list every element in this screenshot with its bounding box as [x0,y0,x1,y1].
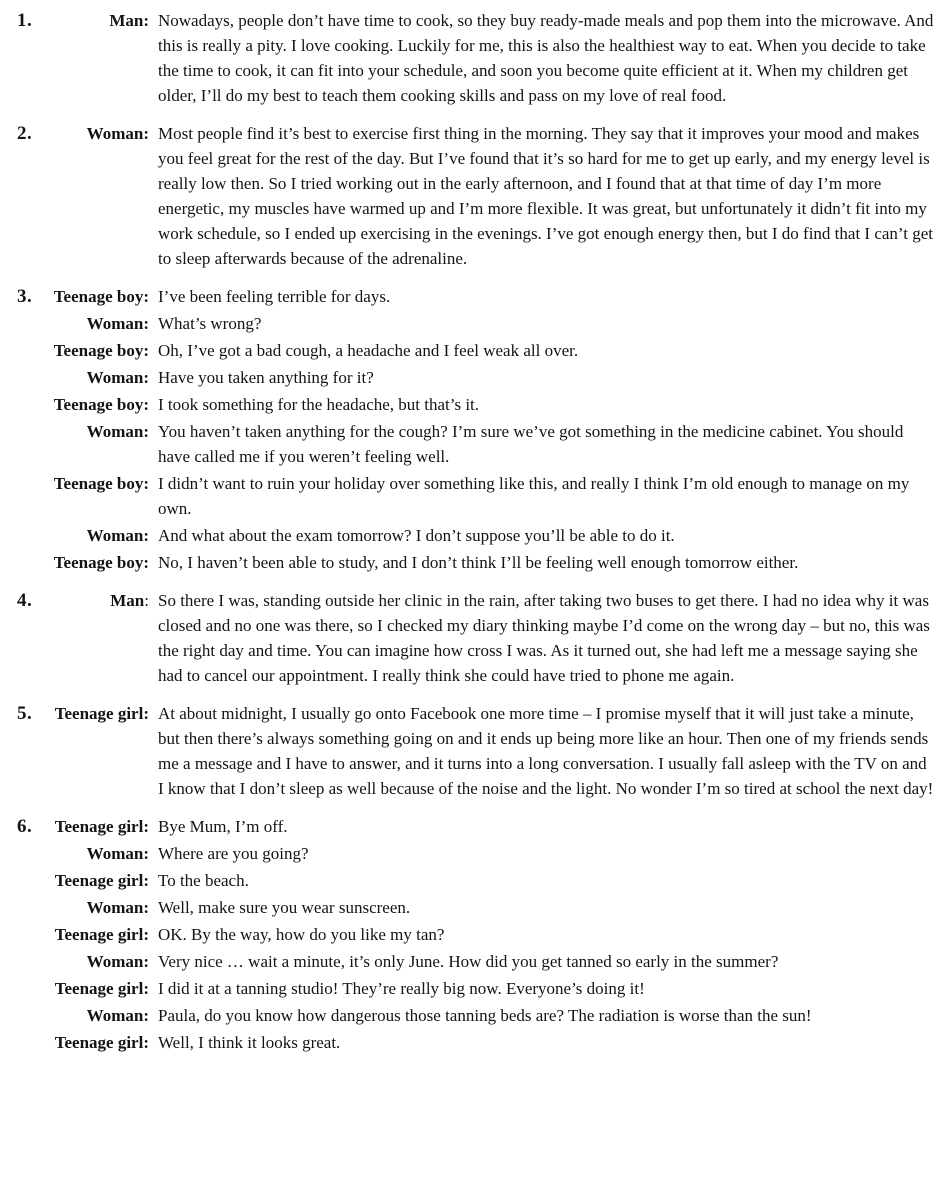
speaker-label [55,814,149,839]
speaker-colon: : [143,898,149,917]
speaker-cell [17,550,149,575]
speaker-name: Man [110,591,145,610]
speaker-label [54,284,149,309]
speaker-label [87,949,149,974]
dialogue-text: Most people find it’s best to exercise first thing in the morning. They say that it improves your mood and makes you feel great for the rest of the day. But I’ve found that it’s so hard for me to get up early, and my energy level is really low then. So I tried working out in the early afternoon, and I found that at that time of day I’m more energetic, my muscles have warmed up and I’m more flexible. It was great, but unfortunately it didn’t fit into my work schedule, so I ended up exercising in the evenings. I’ve got enough energy then, but I do find that I can’t get to sleep afterwards because of the adrenaline. [158,124,934,268]
speaker-colon: : [143,368,149,387]
speaker-name: Teenage girl [54,979,144,998]
speaker-name: Teenage boy [53,341,144,360]
dialogue-text: Well, I think it looks great. [158,1033,341,1052]
speaker-cell [17,8,149,108]
speaker-cell [17,365,149,390]
speaker-cell [17,922,149,947]
speaker-label [87,121,149,146]
dialogue-line [17,976,935,1001]
speaker-name: Woman [86,368,144,387]
dialogue-text: I did it at a tanning studio! They’re really big now. Everyone’s doing it! [158,979,645,998]
dialogue-line [17,419,935,469]
item-number: 1. [17,10,33,31]
speaker-cell [17,868,149,893]
speaker-cell [17,121,149,271]
dialogue-text: And what about the exam tomorrow? I don’t suppose you’ll be able to do it. [158,526,675,545]
speaker-colon: : [143,871,149,890]
speaker-label [87,365,149,390]
speaker-name: Woman [86,1006,144,1025]
speaker-cell [17,392,149,417]
speaker-colon: : [143,704,149,723]
dialogue-line [17,814,935,839]
dialogue-line [17,895,935,920]
speaker-name: Teenage boy [53,287,144,306]
transcript-item [17,284,935,575]
item-number: 2. [17,123,33,144]
dialogue-text: Well, make sure you wear sunscreen. [158,898,411,917]
dialogue-text: At about midnight, I usually go onto Facebook one more time – I promise myself that it will just take a minute, but then there’s always something going on and it ends up being more like an hour. Then one of my friends sends me a message and I have to answer, and it turns into a long conversation. I usually fall asleep with the TV on and I know that I don’t sleep as well because of the noise and the light. No wonder I’m so tired at school the next day! [158,704,934,798]
dialogue-text: To the beach. [158,871,249,890]
speaker-cell [17,841,149,866]
dialogue-text: What’s wrong? [158,314,262,333]
dialogue-text: No, I haven’t been able to study, and I don’t think I’ll be feeling well enough tomorrow either. [158,553,799,572]
speaker-colon: : [143,553,149,572]
speaker-colon: : [143,11,149,30]
speaker-colon: : [143,287,149,306]
speaker-label [55,701,149,726]
dialogue-line [17,922,935,947]
speaker-name: Woman [86,898,144,917]
speaker-colon: : [143,1033,149,1052]
speaker-cell [17,419,149,469]
speaker-cell [17,471,149,521]
speaker-name: Woman [86,952,144,971]
speaker-label [54,471,149,496]
speaker-cell [17,588,149,688]
transcript-item [17,588,935,688]
speaker-colon: : [143,422,149,441]
transcript-item [17,121,935,271]
dialogue-text: Very nice … wait a minute, it’s only June. How did you get tanned so early in the summer? [158,952,779,971]
dialogue-line [17,392,935,417]
dialogue-line [17,701,935,801]
dialogue-text: I’ve been feeling terrible for days. [158,287,391,306]
dialogue-text: You haven’t taken anything for the cough? I’m sure we’ve got something in the medicine cabinet. You should have called me if you weren’t feeling well. [158,422,904,466]
speaker-label [87,841,149,866]
speaker-name: Teenage girl [54,704,144,723]
dialogue-text: So there I was, standing outside her clinic in the rain, after taking two buses to get there. I had no idea why it was closed and no one was there, so I checked my diary thinking maybe I’d come on the wrong day – but no, this was the right day and time. You can imagine how cross I was. As it turned out, she had left me a message saying she had to cancel our appointment. I really think she could have tried to phone me again. [158,591,930,685]
dialogue-line [17,588,935,688]
speaker-colon: : [143,314,149,333]
item-number: 4. [17,590,33,611]
dialogue-line [17,284,935,309]
speaker-name: Woman [86,314,144,333]
speaker-label [55,1030,149,1055]
speaker-cell [17,1030,149,1055]
speaker-cell [17,1003,149,1028]
dialogue-text: Bye Mum, I’m off. [158,817,288,836]
dialogue-line [17,1030,935,1055]
item-number: 5. [17,703,33,724]
dialogue-line [17,1003,935,1028]
dialogue-text: Paula, do you know how dangerous those tanning beds are? The radiation is worse than the sun! [158,1006,812,1025]
dialogue-line [17,471,935,521]
speaker-name: Teenage girl [54,925,144,944]
speaker-label [87,523,149,548]
dialogue-line [17,121,935,271]
speaker-colon: : [143,979,149,998]
speaker-colon: : [143,341,149,360]
dialogue-text: Oh, I’ve got a bad cough, a headache and I feel weak all over. [158,341,579,360]
dialogue-line [17,338,935,363]
dialogue-text: OK. By the way, how do you like my tan? [158,925,445,944]
speaker-name: Woman [86,844,144,863]
speaker-colon: : [143,844,149,863]
speaker-cell [17,976,149,1001]
transcript-item [17,8,935,108]
dialogue-text: I didn’t want to ruin your holiday over something like this, and really I think I’m old enough to manage on my own. [158,474,910,518]
speaker-colon: : [143,526,149,545]
speaker-name: Woman [86,124,144,143]
transcript-item [17,814,935,1055]
speaker-name: Teenage boy [53,553,144,572]
speaker-label [109,8,149,33]
dialogue-text: I took something for the headache, but that’s it. [158,395,480,414]
speaker-label [110,588,149,613]
speaker-colon: : [143,952,149,971]
speaker-name: Teenage boy [53,395,144,414]
speaker-cell [17,895,149,920]
speaker-label [87,1003,149,1028]
speaker-label [87,419,149,444]
speaker-cell [17,523,149,548]
speaker-name: Teenage girl [54,1033,144,1052]
dialogue-line [17,8,935,108]
speaker-label [55,868,149,893]
dialogue-line [17,523,935,548]
speaker-label [54,550,149,575]
dialogue-line [17,365,935,390]
speaker-cell [17,284,149,309]
speaker-label [87,311,149,336]
speaker-name: Teenage girl [54,871,144,890]
speaker-label [54,392,149,417]
dialogue-line [17,949,935,974]
speaker-label [87,895,149,920]
dialogue-line [17,550,935,575]
speaker-colon: : [143,925,149,944]
speaker-label [55,922,149,947]
speaker-cell [17,338,149,363]
speaker-colon: : [143,124,149,143]
dialogue-line [17,868,935,893]
transcript-item [17,701,935,801]
dialogue-text: Nowadays, people don’t have time to cook, so they buy ready-made meals and pop them into the microwave. And this is really a pity. I love cooking. Luckily for me, this is also the healthiest way to eat. When you decide to take the time to cook, it can fit into your schedule, and soon you become quite efficient at it. When my children get older, I’ll do my best to teach them cooking skills and pass on my love of real food. [158,11,934,105]
speaker-label [54,338,149,363]
dialogue-line [17,311,935,336]
speaker-colon: : [143,817,149,836]
speaker-colon: : [144,591,149,610]
dialogue-line [17,841,935,866]
speaker-name: Man [109,11,144,30]
speaker-label [55,976,149,1001]
speaker-cell [17,814,149,839]
dialogue-text: Where are you going? [158,844,309,863]
speaker-cell [17,701,149,801]
speaker-name: Woman [86,422,144,441]
dialogue-text: Have you taken anything for it? [158,368,374,387]
speaker-colon: : [143,395,149,414]
speaker-name: Teenage boy [53,474,144,493]
item-number: 3. [17,286,33,307]
transcript [17,8,935,1055]
speaker-colon: : [143,1006,149,1025]
speaker-cell [17,311,149,336]
speaker-colon: : [143,474,149,493]
item-number: 6. [17,816,33,837]
speaker-name: Woman [86,526,144,545]
speaker-name: Teenage girl [54,817,144,836]
speaker-cell [17,949,149,974]
